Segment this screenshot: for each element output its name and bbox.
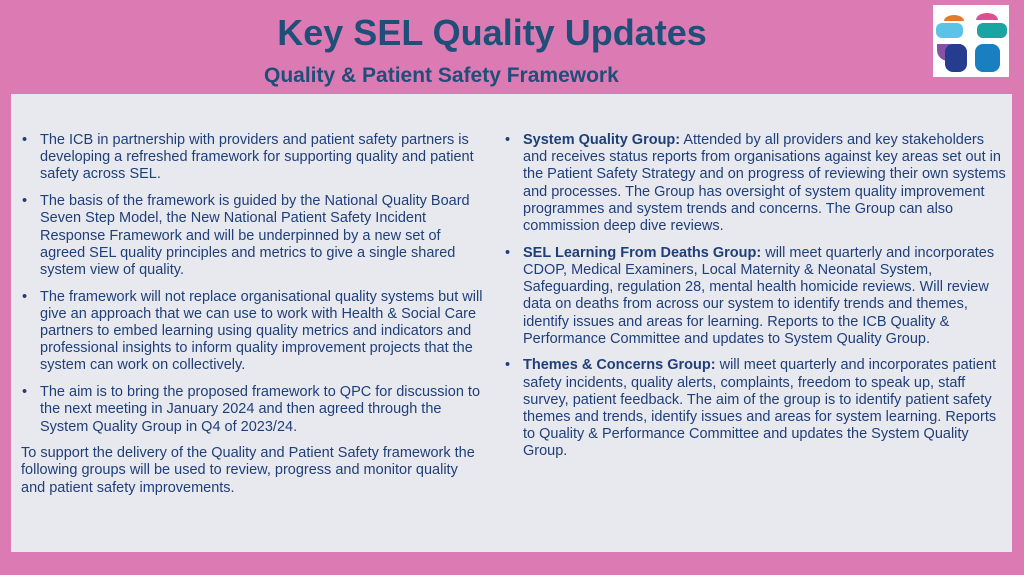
bullet-icon: •	[505, 132, 511, 148]
bullet-icon: •	[505, 357, 511, 374]
logo-teal-bar	[977, 23, 1007, 38]
bullet-icon: •	[505, 244, 511, 261]
bullet-item	[21, 193, 486, 279]
group-description: will meet quarterly and incorporates patient safety incidents, quality alerts, complaints, freedom to speak up, staff survey, patient feedback. The aim of the group is to identify patient safety themes and trends, identify issues and areas for system learning. Reports to Quality & Performance Committee and updates the System Quality Group.	[523, 357, 997, 460]
group-description: Attended by all providers and key stakeholders and receives status reports from organisations against key areas set out in the Patient Safety Strategy and on progress of reviewing their own systems and processes. The Group has oversight of system quality improvement programmes and system trends and concerns. The Group can also commission deep dive reviews.	[523, 132, 1006, 235]
logo-lightblue-bar	[936, 23, 963, 38]
logo-navy-bar	[945, 44, 967, 72]
closing-paragraph: To support the delivery of the Quality and Patient Safety framework the following groups will be used to review, progress and monitor quality and patient safety improvements.	[21, 445, 475, 496]
logo-blue-bar	[975, 44, 1000, 72]
group-description: will meet quarterly and incorporates CDOP, Medical Examiners, Local Maternity & Neonatal System, Safeguarding, regulation 28, mental health homicide reviews. Will review data on deaths from across our system to identify trends and themes, identify issues and areas for learning. Reports to the ICB Quality & Performance Committee and updates to System Quality Group.	[523, 244, 995, 347]
logo-orange-segment	[944, 15, 964, 21]
bullet-item	[21, 384, 486, 436]
bullet-text: The aim is to bring the proposed framework to QPC for discussion to the next meeting in January 2024 and then agreed through the System Quality Group in Q4 of 2023/24.	[40, 384, 481, 435]
sel-cross-logo-icon	[933, 5, 1009, 77]
bullet-item	[504, 132, 1009, 235]
left-column	[21, 132, 486, 497]
group-heading: Themes & Concerns Group:	[523, 357, 716, 374]
logo-pink-segment	[976, 13, 998, 20]
bullet-item	[21, 289, 486, 375]
bullet-icon: •	[22, 132, 28, 148]
bullet-item	[504, 357, 1009, 460]
bullet-item	[21, 132, 486, 184]
bullet-item	[504, 245, 1009, 348]
page-title: Key SEL Quality Updates	[277, 12, 707, 53]
group-heading: System Quality Group:	[523, 132, 681, 148]
bullet-text: The basis of the framework is guided by the National Quality Board Seven Step Model, the New National Patient Safety Incident Response Framework and will be underpinned by a new set of agreed SEL quality principles and metrics to give a single shared system view of quality.	[40, 193, 470, 278]
bullet-text: The framework will not replace organisational quality systems but will give an approach that we can use to work with Health & Social Care partners to embed learning using quality metrics and indicators and professional insights to inform quality improvement projects that the system can work on collectively.	[40, 288, 483, 374]
group-heading: SEL Learning From Deaths Group:	[523, 244, 762, 261]
bullet-icon: •	[22, 384, 28, 401]
bullet-icon: •	[22, 193, 28, 210]
right-column	[504, 132, 1009, 470]
bullet-text: The ICB in partnership with providers and patient safety partners is developing a refreshed framework for supporting quality and patient safety across SEL.	[40, 132, 474, 183]
page-subtitle: Quality & Patient Safety Framework	[264, 64, 619, 87]
content-panel	[11, 94, 1012, 552]
bullet-icon: •	[22, 288, 28, 305]
logo	[933, 5, 1009, 77]
